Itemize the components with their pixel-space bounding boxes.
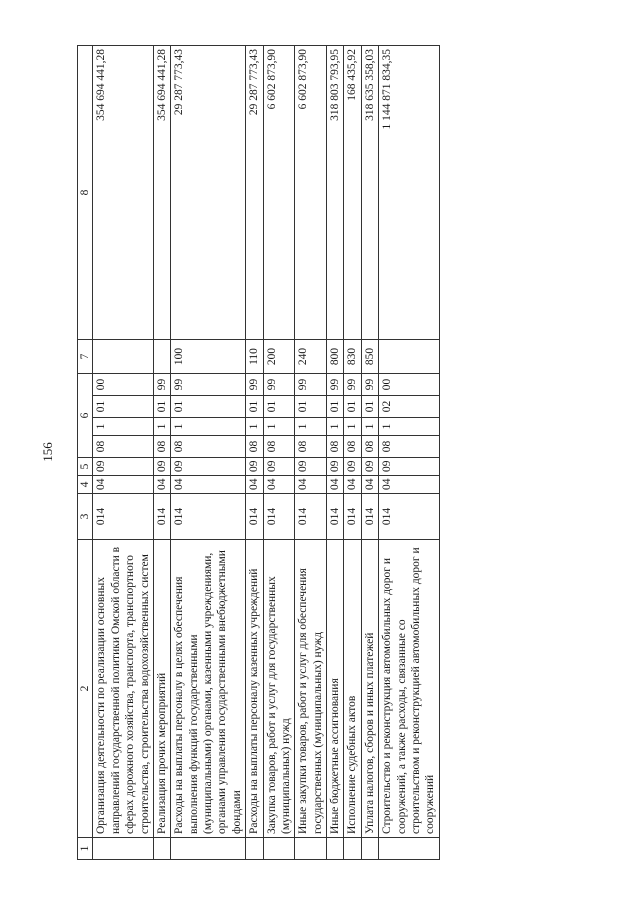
- cell-col-7: 1: [93, 418, 154, 436]
- cell-col-6: 08: [171, 436, 246, 458]
- cell-col-2: Иные закупки товаров, работ и услуг для обеспечения государственных (муниципальных) нужд: [295, 540, 327, 838]
- budget-table: [77, 45, 440, 860]
- cell-col-10: [93, 340, 154, 374]
- cell-col-6: 08: [361, 436, 378, 458]
- cell-col-5: 09: [379, 458, 440, 476]
- header-col-7: 7: [78, 340, 93, 374]
- cell-col-1: [93, 838, 154, 860]
- cell-col-4: 04: [327, 476, 344, 494]
- cell-col-2: Иные бюджетные ассигнования: [327, 540, 344, 838]
- cell-col-8: 01: [361, 396, 378, 418]
- cell-col-7: 1: [344, 418, 361, 436]
- header-col-5: 5: [78, 458, 93, 476]
- cell-col-3: 014: [171, 494, 246, 540]
- cell-col-2: Расходы на выплаты персоналу в целях обеспечения выполнения функций государственными (муниципальными) органами, казенными учреждениями, органами управления государственными внебюджетными фондами: [171, 540, 246, 838]
- cell-col-5: 09: [93, 458, 154, 476]
- table-row: [153, 46, 170, 860]
- page-number: 156: [40, 442, 55, 462]
- header-col-1: 1: [78, 838, 93, 860]
- rotated-table-wrapper: [77, 46, 547, 860]
- cell-col-11: 354 694 441,28: [153, 46, 170, 340]
- cell-col-2: Расходы на выплаты персоналу казенных учреждений: [246, 540, 263, 838]
- cell-col-8: 01: [263, 396, 295, 418]
- cell-col-11: 318 635 358,03: [361, 46, 378, 340]
- table-row: [295, 46, 327, 860]
- cell-col-9: 00: [93, 374, 154, 396]
- cell-col-2: Организация деятельности по реализации основных направлений государственной политики Омской области в сферах дорожного хозяйства, транспорта, транспортного строительства, строительства водохозяйственных систем: [93, 540, 154, 838]
- cell-col-10: 100: [171, 340, 246, 374]
- cell-col-9: 99: [263, 374, 295, 396]
- cell-col-6: 08: [295, 436, 327, 458]
- cell-col-7: 1: [246, 418, 263, 436]
- cell-col-4: 04: [246, 476, 263, 494]
- cell-col-4: 04: [263, 476, 295, 494]
- cell-col-5: 09: [246, 458, 263, 476]
- cell-col-1: [379, 838, 440, 860]
- cell-col-9: 99: [327, 374, 344, 396]
- cell-col-5: 09: [171, 458, 246, 476]
- cell-col-7: 1: [295, 418, 327, 436]
- cell-col-7: 1: [379, 418, 440, 436]
- cell-col-10: 200: [263, 340, 295, 374]
- cell-col-10: 850: [361, 340, 378, 374]
- cell-col-9: 99: [361, 374, 378, 396]
- cell-col-9: 00: [379, 374, 440, 396]
- cell-col-4: 04: [93, 476, 154, 494]
- cell-col-2: Закупка товаров, работ и услуг для государственных (муниципальных) нужд: [263, 540, 295, 838]
- cell-col-11: 1 144 871 834,35: [379, 46, 440, 340]
- cell-col-9: 99: [171, 374, 246, 396]
- cell-col-2: Реализация прочих мероприятий: [153, 540, 170, 838]
- cell-col-6: 08: [379, 436, 440, 458]
- cell-col-11: 29 287 773,43: [246, 46, 263, 340]
- cell-col-5: 09: [153, 458, 170, 476]
- cell-col-8: 01: [295, 396, 327, 418]
- cell-col-2: Строительство и реконструкция автомобильных дорог и сооружений, а также расходы, связанные со строительством и реконструкцией автомобильных дорог и сооружений: [379, 540, 440, 838]
- cell-col-4: 04: [361, 476, 378, 494]
- table-row: [246, 46, 263, 860]
- header-col-8: 8: [78, 46, 93, 340]
- cell-col-8: 01: [93, 396, 154, 418]
- cell-col-10: 830: [344, 340, 361, 374]
- cell-col-4: 04: [153, 476, 170, 494]
- cell-col-5: 09: [327, 458, 344, 476]
- header-col-3: 3: [78, 494, 93, 540]
- cell-col-1: [295, 838, 327, 860]
- cell-col-7: 1: [263, 418, 295, 436]
- cell-col-11: 6 602 873,90: [263, 46, 295, 340]
- cell-col-3: 014: [93, 494, 154, 540]
- table-body: [93, 46, 439, 860]
- cell-col-6: 08: [344, 436, 361, 458]
- cell-col-4: 04: [379, 476, 440, 494]
- cell-col-3: 014: [327, 494, 344, 540]
- cell-col-5: 09: [361, 458, 378, 476]
- cell-col-7: 1: [327, 418, 344, 436]
- cell-col-6: 08: [153, 436, 170, 458]
- cell-col-1: [246, 838, 263, 860]
- table-row: [327, 46, 344, 860]
- cell-col-6: 08: [93, 436, 154, 458]
- cell-col-5: 09: [295, 458, 327, 476]
- table-row: [361, 46, 378, 860]
- cell-col-11: 318 803 793,95: [327, 46, 344, 340]
- table-row: [344, 46, 361, 860]
- cell-col-9: 99: [153, 374, 170, 396]
- cell-col-8: 01: [327, 396, 344, 418]
- cell-col-7: 1: [171, 418, 246, 436]
- cell-col-4: 04: [171, 476, 246, 494]
- cell-col-9: 99: [246, 374, 263, 396]
- cell-col-1: [344, 838, 361, 860]
- cell-col-6: 08: [263, 436, 295, 458]
- header-row: [78, 46, 93, 860]
- cell-col-1: [153, 838, 170, 860]
- cell-col-7: 1: [361, 418, 378, 436]
- cell-col-11: 168 435,92: [344, 46, 361, 340]
- cell-col-6: 08: [327, 436, 344, 458]
- cell-col-3: 014: [344, 494, 361, 540]
- cell-col-8: 01: [246, 396, 263, 418]
- cell-col-4: 04: [295, 476, 327, 494]
- table-row: [171, 46, 246, 860]
- cell-col-8: 01: [153, 396, 170, 418]
- cell-col-3: 014: [295, 494, 327, 540]
- cell-col-5: 09: [263, 458, 295, 476]
- cell-col-8: 02: [379, 396, 440, 418]
- cell-col-10: [379, 340, 440, 374]
- cell-col-8: 01: [171, 396, 246, 418]
- cell-col-3: 014: [263, 494, 295, 540]
- cell-col-9: 99: [344, 374, 361, 396]
- cell-col-2: Уплата налогов, сборов и иных платежей: [361, 540, 378, 838]
- cell-col-10: 800: [327, 340, 344, 374]
- cell-col-6: 08: [246, 436, 263, 458]
- header-col-2: 2: [78, 540, 93, 838]
- cell-col-1: [361, 838, 378, 860]
- cell-col-5: 09: [344, 458, 361, 476]
- cell-col-4: 04: [344, 476, 361, 494]
- cell-col-10: 110: [246, 340, 263, 374]
- table-row: [379, 46, 440, 860]
- cell-col-8: 01: [344, 396, 361, 418]
- header-col-6: 6: [78, 374, 93, 458]
- cell-col-7: 1: [153, 418, 170, 436]
- cell-col-1: [171, 838, 246, 860]
- cell-col-11: 29 287 773,43: [171, 46, 246, 340]
- cell-col-3: 014: [361, 494, 378, 540]
- table-row: [263, 46, 295, 860]
- cell-col-11: 6 602 873,90: [295, 46, 327, 340]
- cell-col-10: 240: [295, 340, 327, 374]
- cell-col-9: 99: [295, 374, 327, 396]
- cell-col-3: 014: [246, 494, 263, 540]
- cell-col-3: 014: [153, 494, 170, 540]
- cell-col-2: Исполнение судебных актов: [344, 540, 361, 838]
- cell-col-3: 014: [379, 494, 440, 540]
- cell-col-11: 354 694 441,28: [93, 46, 154, 340]
- cell-col-1: [327, 838, 344, 860]
- header-col-4: 4: [78, 476, 93, 494]
- cell-col-1: [263, 838, 295, 860]
- table-row: [93, 46, 154, 860]
- cell-col-10: [153, 340, 170, 374]
